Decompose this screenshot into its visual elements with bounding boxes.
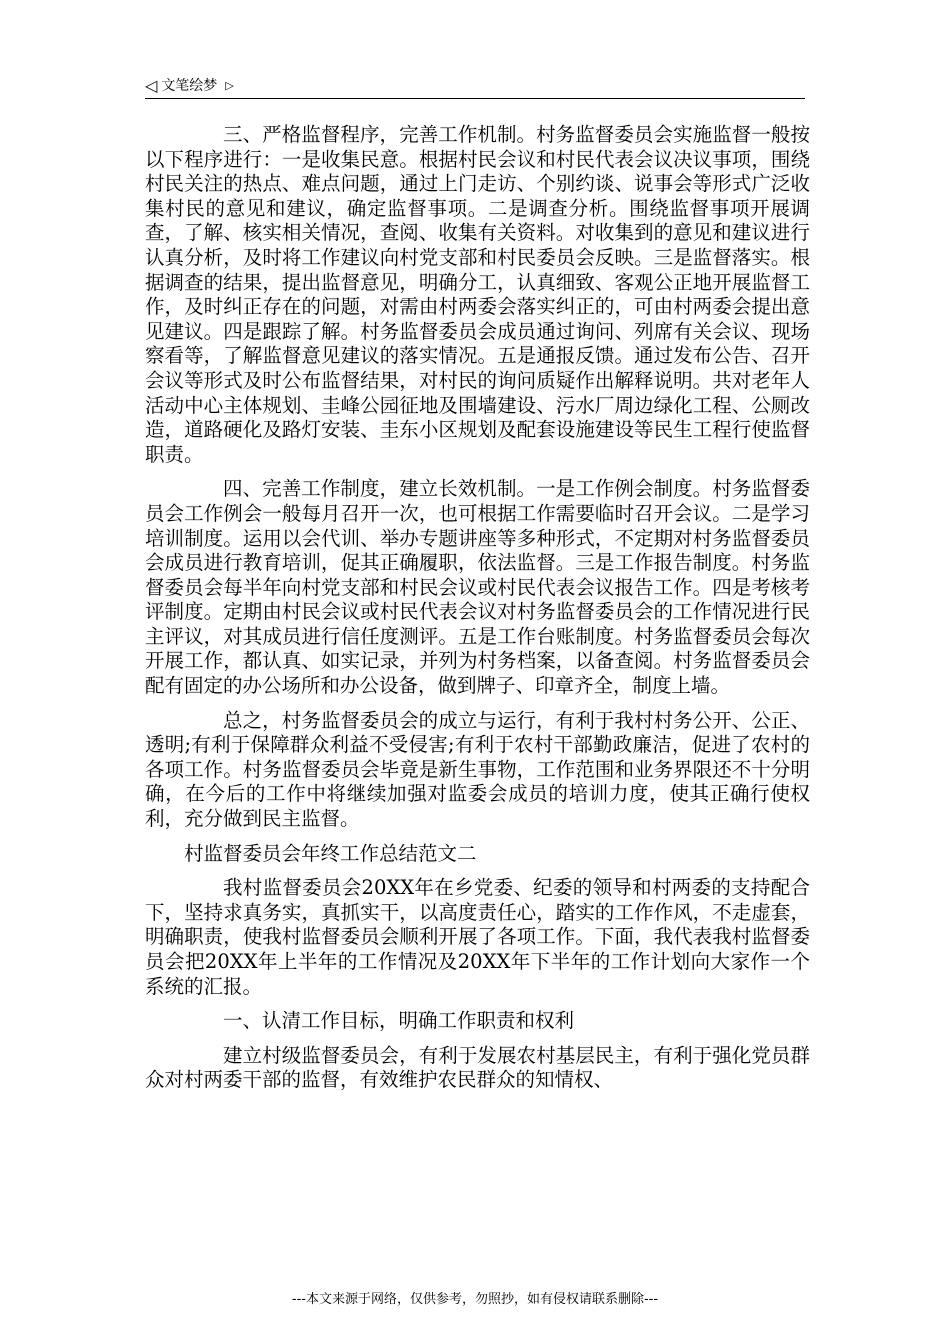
paragraph-summary: 总之，村务监督委员会的成立与运行，有利于我村村务公开、公正、透明;有利于保障群众利益不受侵害;有利于农村干部勤政廉洁，促进了农村的各项工作。村务监督委员会毕竟是新生事物，工作范围和业务界限还不十分明确，在今后的工作中将继续加强对监委会成员的培训力度，使其正确行使权利，充分做到民主监督。: [145, 708, 810, 831]
page-header: [145, 74, 805, 96]
page-footer-notice: ---本文来源于网络，仅供参考，勿照抄，如有侵权请联系删除---: [291, 1292, 659, 1307]
triangle-right-icon: ▷: [225, 78, 234, 92]
subheading-section-one: 一、认清工作目标，明确工作职责和权利: [223, 1009, 575, 1033]
paragraph-section-four: 四、完善工作制度，建立长效机制。一是工作例会制度。村务监督委员会工作例会一般每月召开一次，也可根据工作需要临时召开会议。二是学习培训制度。运用以会代训、举办专题讲座等多种形式，不定期对村务监督委员会成员进行教育培训，促其正确履职，依法监督。三是工作报告制度。村务监督委员会每半年向村党支部和村民会议或村民代表会议报告工作。四是考核考评制度。定期由村民会议或村民代表会议对村务监督委员会的工作情况进行民主评议，对其成员进行信任度测评。五是工作台账制度。村务监督委员会每次开展工作，都认真、如实记录，并列为村务档案，以备查阅。村务监督委员会配有固定的办公场所和办公设备，做到牌子、印章齐全，制度上墙。: [145, 477, 810, 698]
header-title: 文笔绘梦: [161, 78, 218, 94]
paragraph-section-one-body: 建立村级监督委员会，有利于发展农村基层民主，有利于强化党员群众对村两委干部的监督，有效维护农民群众的知情权、: [145, 1043, 810, 1092]
document-body: [145, 123, 810, 1103]
paragraph-section-three: 三、严格监督程序，完善工作机制。村务监督委员会实施监督一般按以下程序进行：一是收集民意。根据村民会议和村民代表会议决议事项，围绕村民关注的热点、难点问题，通过上门走访、个别约谈、说事会等形式广泛收集村民的意见和建议，确定监督事项。二是调查分析。围绕监督事项开展调查，了解、核实相关情况，查阅、收集有关资料。对收集到的意见和建议进行认真分析，及时将工作建议向村党支部和村民委员会反映。三是监督落实。根据调查的结果，提出监督意见，明确分工，认真细致、客观公正地开展监督工作，及时纠正存在的问题，对需由村两委会落实纠正的，可由村两委会提出意见建议。四是跟踪了解。村务监督委员会成员通过询问、列席有关会议、现场察看等，了解监督意见建议的落实情况。五是通报反馈。通过发布公告、召开会议等形式及时公布监督结果，对村民的询问质疑作出解释说明。共对老年人活动中心主体规划、圭峰公园征地及围墙建设、污水厂周边绿化工程、公厕改造，道路硬化及路灯安装、圭东小区规划及配套设施建设等民生工程行使监督职责。: [145, 123, 810, 466]
triangle-left-icon: ◁: [145, 75, 158, 95]
paragraph-intro-example-two: 我村监督委员会20XX年在乡党委、纪委的领导和村两委的支持配合下，坚持求真务实，真抓实干，以高度责任心，踏实的工作作风，不走虚套，明确职责，使我村监督委员会顺利开展了各项工作。下面，我代表我村监督委员会把20XX年上半年的工作情况及20XX年下半年的工作计划向大家作一个系统的汇报。: [145, 876, 810, 998]
section-heading-example-two: 村监督委员会年终工作总结范文二: [184, 841, 477, 865]
header-divider: [145, 98, 805, 99]
